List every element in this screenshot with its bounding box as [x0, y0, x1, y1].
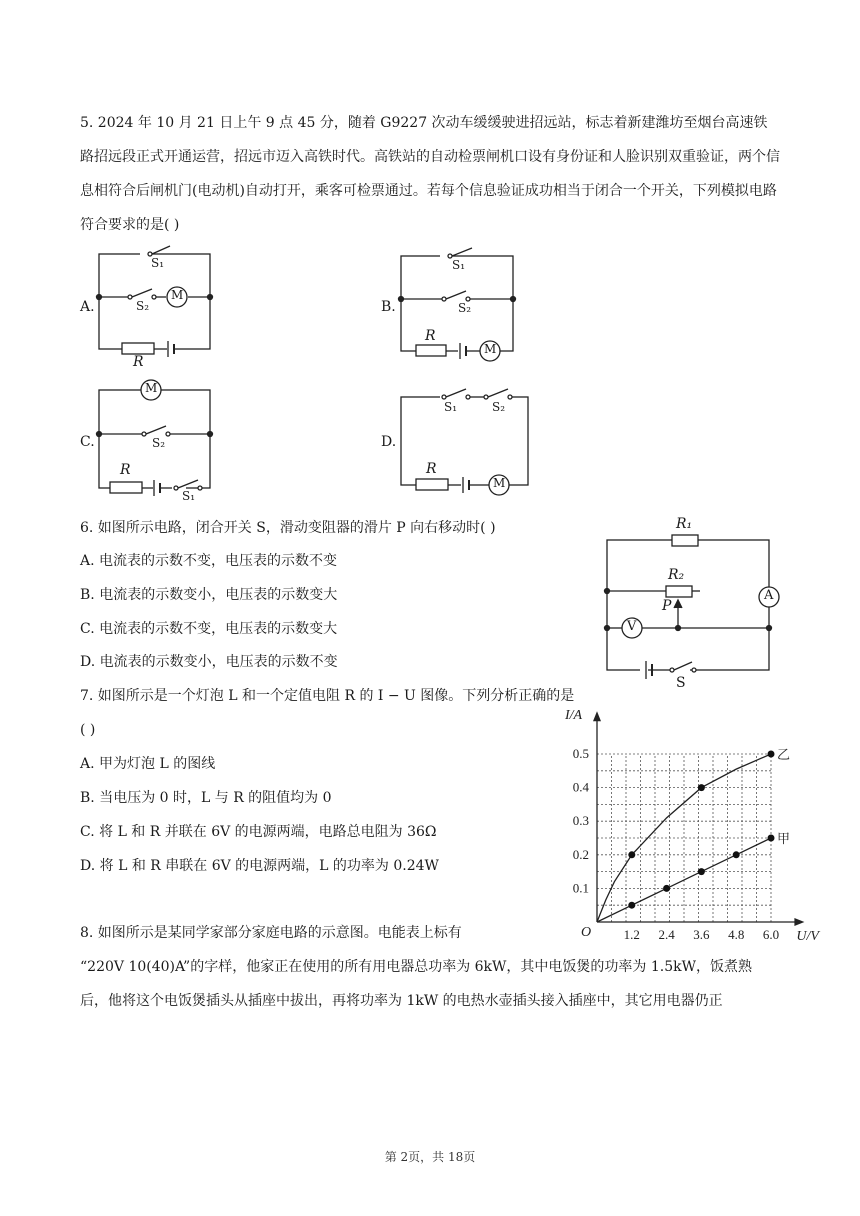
label-s2: S₂ [458, 301, 472, 315]
q8-line1: 8. 如图所示是某同学家部分家庭电路的示意图。电能表上标有 [80, 925, 462, 941]
data-point [698, 784, 705, 791]
label-s1: S₁ [151, 256, 165, 270]
option-b-label: B. [381, 299, 396, 315]
x-tick-label: 3.6 [693, 927, 710, 942]
q7-paren: ( ) [80, 722, 96, 738]
q5-stem: 5. 2024 年 10 月 21 日上午 9 点 45 分，随着 G9227 次动车缓缓驶进招远站，标志着新建潍坊至烟台高速铁路招远段正式开通运营，招远市迈入高铁时代。高铁站的自动检票闸机口设有身份证和人脸识别双重验证，两个信息相符合后闸机门(电动机)自动打开，乘客可检票通过。若每个信息验证成功相当于闭合一个开关，下列模拟电路符合要求的是( ) [80, 115, 780, 233]
label-s1: S₁ [452, 258, 466, 272]
q7-option-b: B. 当电压为 0 时，L 与 R 的阻值均为 0 [80, 790, 332, 806]
y-tick-label: 0.2 [572, 846, 589, 862]
label-s: S [676, 675, 686, 691]
label-r2: R₂ [668, 567, 685, 583]
q8-text: “220V 10(40)A”的字样，他家正在使用的所有用电器总功率为 6kW，其中电饭煲的功率为 1.5kW，饭煮熟后，他将这个电饭煲插头从插座中拔出，再将功率为 1kW 的电热水壶插头接入插座中，其它用电器仍正 [80, 959, 753, 1009]
label-r: R [425, 328, 436, 344]
option-d-label: D. [381, 434, 397, 450]
x-tick-label: 6.0 [762, 927, 780, 942]
motor-label: M [493, 476, 506, 490]
q6-stem: 6. 如图所示电路，闭合开关 S，滑动变阻器的滑片 P 向右移动时( ) [80, 520, 496, 536]
option-a-label: A. [80, 299, 95, 315]
label-r: R [133, 354, 144, 370]
x-tick-label: 4.8 [728, 927, 745, 942]
data-point [698, 868, 705, 875]
q7-option-c: C. 将 L 和 R 并联在 6V 的电源两端，电路总电阻为 36Ω [80, 824, 437, 840]
data-point [733, 851, 740, 858]
data-point [628, 902, 635, 909]
label-s1: S₁ [444, 400, 458, 414]
label-s2: S₂ [492, 400, 506, 414]
motor-label: M [484, 342, 497, 356]
data-point [628, 851, 635, 858]
y-tick-label: 0.3 [572, 813, 589, 829]
label-s2: S₂ [136, 299, 150, 313]
x-axis-label: U/V [796, 929, 819, 944]
origin-label: O [581, 925, 592, 940]
y-axis-arrow [593, 711, 601, 721]
q7-stem: 7. 如图所示是一个灯泡 L 和一个定值电阻 R 的 I − U 图像。下列分析正确的是 [80, 688, 575, 704]
label-p: P [662, 598, 672, 614]
series-label: 甲 [777, 832, 791, 847]
label-s1: S₁ [182, 489, 196, 503]
data-point [768, 751, 775, 758]
label-r: R [426, 461, 437, 477]
y-tick-label: 0.5 [572, 746, 589, 761]
q6-option-b: B. 电流表的示数变小，电压表的示数变大 [80, 587, 338, 603]
q7-option-a: A. 甲为灯泡 L 的图线 [80, 756, 216, 772]
series-label: 乙 [777, 748, 791, 763]
y-tick-label: 0.4 [572, 779, 589, 795]
x-tick-label: 2.4 [658, 927, 675, 942]
q6-option-a: A. 电流表的示数不变，电压表的示数不变 [80, 553, 338, 569]
voltmeter-label: V [627, 619, 637, 634]
label-r: R [120, 462, 131, 478]
motor-label: M [145, 381, 158, 395]
option-c-label: C. [80, 434, 95, 450]
q7-option-d: D. 将 L 和 R 串联在 6V 的电源两端，L 的功率为 0.24W [80, 858, 439, 874]
label-r1: R₁ [676, 516, 693, 532]
label-s2: S₂ [152, 436, 166, 450]
ammeter-label: A [764, 588, 774, 603]
x-tick-label: 1.2 [623, 927, 640, 942]
y-axis-label: I/A [565, 708, 583, 724]
q6-option-d: D. 电流表的示数变小，电压表的示数不变 [80, 654, 338, 670]
page-footer: 第 2页，共 18页 [384, 1150, 476, 1164]
data-point [663, 885, 670, 892]
x-axis-arrow [794, 918, 804, 926]
data-point [768, 835, 775, 842]
motor-label: M [171, 288, 184, 302]
q6-option-c: C. 电流表的示数不变，电压表的示数变大 [80, 621, 338, 637]
y-tick-label: 0.1 [572, 880, 589, 896]
